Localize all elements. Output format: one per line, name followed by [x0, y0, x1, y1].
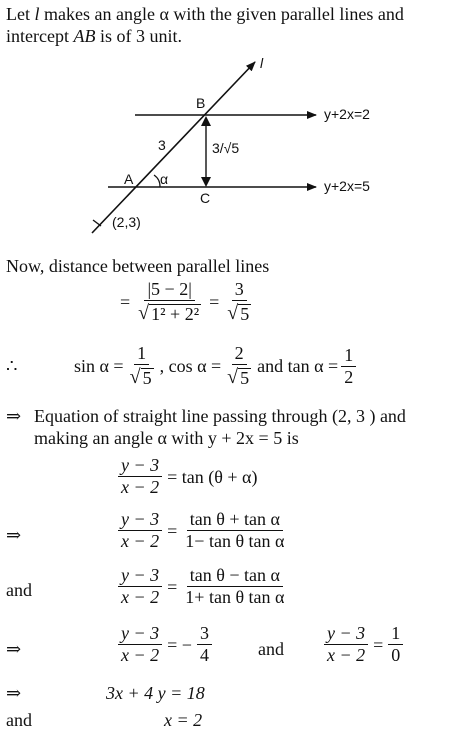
- sqrt: √ 5: [227, 302, 250, 324]
- result-line-1: 3x + 4 y = 18: [106, 683, 205, 703]
- geometry-diagram: [0, 0, 474, 260]
- numerator: y − 3: [118, 510, 162, 531]
- fraction-cos: [224, 344, 254, 388]
- step-3: [118, 566, 287, 607]
- arrow-down-icon: [201, 177, 211, 187]
- numerator: y − 3: [118, 624, 162, 645]
- fraction-rhs: [182, 510, 287, 551]
- implies-arrow: ⇒: [6, 639, 22, 659]
- denominator: [135, 301, 204, 324]
- equals: =: [167, 520, 178, 541]
- numerator: y − 3: [118, 456, 162, 477]
- fraction-sin: [127, 344, 157, 388]
- radicand: 5: [240, 368, 250, 388]
- trig-values: [74, 344, 356, 388]
- radicand: 5: [240, 304, 250, 324]
- tan-label: and tan α =: [257, 356, 339, 376]
- fraction-lhs: [118, 624, 162, 665]
- radicand: 5: [142, 368, 152, 388]
- fraction-lhs: [324, 624, 368, 665]
- cos-label: , cos α =: [159, 356, 222, 376]
- denominator: 0: [391, 645, 401, 665]
- and-label: and: [258, 639, 284, 659]
- label-line-top: y+2x=2: [324, 106, 370, 122]
- numerator: 1: [134, 344, 149, 365]
- label-b: B: [196, 95, 206, 111]
- segment-ab: AB: [73, 26, 96, 46]
- step-2: [118, 510, 287, 551]
- equals: =: [120, 292, 131, 312]
- denominator: √ 5: [129, 366, 152, 388]
- equation-text-1: Equation of straight line passing through (2, 3 ) and: [34, 406, 406, 426]
- denominator: x − 2: [327, 645, 366, 665]
- denominator: 2: [344, 366, 354, 387]
- label-a: A: [124, 171, 134, 187]
- implies-arrow: ⇒: [6, 683, 22, 703]
- fraction-distance: [135, 280, 204, 324]
- denominator: x − 2: [121, 587, 160, 607]
- equals-minus: = −: [167, 634, 192, 655]
- sqrt: √ 1² + 2²: [138, 302, 200, 324]
- label-l: l: [260, 55, 264, 71]
- label-alpha: α: [160, 171, 169, 187]
- and-label: and: [6, 580, 32, 600]
- fraction-lhs: [118, 510, 162, 551]
- line-symbol-l: l: [34, 4, 40, 24]
- implies-arrow: ⇒: [6, 525, 22, 545]
- point-mark: [93, 220, 101, 226]
- distance-heading: Now, distance between parallel lines: [6, 256, 270, 276]
- label-c: C: [200, 190, 211, 206]
- denominator: x − 2: [121, 645, 160, 665]
- denominator: [224, 301, 254, 324]
- intro-text: makes an angle α with the given parallel lines and: [39, 4, 404, 24]
- fraction-tan: [341, 346, 356, 387]
- label-point: (2,3): [112, 214, 141, 230]
- intro-text: intercept: [6, 26, 74, 46]
- therefore-symbol: ∴: [6, 356, 18, 376]
- numerator: tan θ − tan α: [187, 566, 283, 587]
- equals: =: [373, 634, 384, 655]
- fraction-result: [224, 280, 254, 324]
- denominator: √ 5: [227, 366, 250, 388]
- equals: =: [209, 292, 220, 312]
- equals: =: [167, 576, 178, 597]
- fraction-rhs: [182, 566, 287, 607]
- fraction-lhs: [118, 456, 162, 497]
- step-4b: [324, 624, 403, 665]
- fraction-lhs: [118, 566, 162, 607]
- denominator: 1− tan θ tan α: [185, 531, 285, 551]
- numerator: 1: [341, 346, 356, 367]
- denominator: 1+ tan θ tan α: [185, 587, 285, 607]
- and-label: and: [6, 710, 32, 730]
- distance-equation: [120, 280, 254, 324]
- denominator: x − 2: [121, 531, 160, 551]
- radicand: 1² + 2²: [151, 304, 200, 324]
- step-4: [118, 624, 212, 665]
- implies-arrow: ⇒: [6, 406, 22, 426]
- numerator: tan θ + tan α: [187, 510, 283, 531]
- label-length-3: 3: [158, 137, 166, 153]
- result-line-2: x = 2: [164, 710, 203, 730]
- numerator: y − 3: [118, 566, 162, 587]
- numerator: 2: [232, 344, 247, 365]
- intro-text: is of 3 unit.: [95, 26, 182, 46]
- fraction-slope: [197, 624, 212, 665]
- label-distance: 3/√5: [212, 140, 240, 156]
- sin-label: sin α =: [74, 356, 124, 376]
- numerator: y − 3: [324, 624, 368, 645]
- numerator: 3: [197, 624, 212, 645]
- numerator: 3: [232, 280, 247, 301]
- intro-text: Let: [6, 4, 35, 24]
- equation-text-2: making an angle α with y + 2x = 5 is: [34, 428, 299, 448]
- rhs: = tan (θ + α): [167, 466, 258, 487]
- numerator: |5 − 2|: [144, 280, 194, 301]
- label-line-bottom: y+2x=5: [324, 178, 370, 194]
- step-1: [118, 456, 257, 497]
- fraction-slope-infinite: [388, 624, 403, 665]
- denominator: x − 2: [121, 477, 160, 497]
- denominator: 4: [199, 645, 209, 665]
- numerator: 1: [388, 624, 403, 645]
